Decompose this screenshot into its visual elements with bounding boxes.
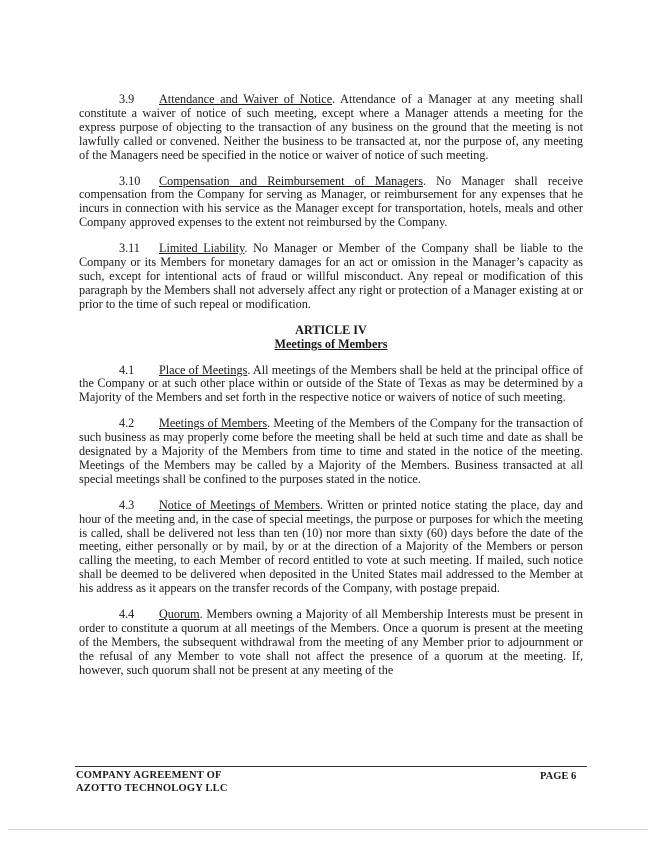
footer-divider: [75, 766, 587, 767]
page-number: PAGE 6: [540, 771, 577, 782]
footer-line-1: COMPANY AGREEMENT OF: [76, 770, 222, 781]
section-text: . All meetings of the Members shall be held at the principal office of the Company or at such other place within or outside of the State of Texas as may be determined by a Majority of the Members and set forth in the respective notice or waivers of notice of such meeting.: [79, 362, 584, 405]
section-title: Quorum: [159, 607, 200, 622]
section-text: . Members owning a Majority of all Membership Interests must be present in order to constitute a quorum at all meetings of the Members. Once a quorum is present at the meeting of the Members, the subsequent withdrawal from the meeting of any Member prior to adjournment or the refusal of any Member to vote shall not affect the presence of a quorum at the meeting. If, however, such quorum shall not be present at any meeting of the: [79, 607, 583, 677]
section-title: Place of Meetings: [159, 362, 248, 377]
section-3-9: [79, 93, 583, 163]
scan-edge-line: [8, 829, 648, 830]
article-label: ARTICLE IV: [295, 322, 367, 337]
section-number: 3.10: [119, 173, 141, 188]
section-title: Limited Liability: [159, 241, 245, 256]
section-text: . Meeting of the Members of the Company for the transaction of such business as may properly come before the meeting shall be held at such time and date as shall be designated by a Majority of the Members from time to time and stated in the notice of the meeting. Meetings of the Members may be called by a Majority of the Members. Business transacted at all special meetings shall be confined to the purposes stated in the notice.: [79, 416, 583, 486]
article-header: [79, 324, 583, 352]
section-title: Notice of Meetings of Members: [159, 497, 320, 512]
section-3-10: [79, 175, 583, 231]
section-text: . Written or printed notice stating the place, day and hour of the meeting and, in the case of special meetings, the purpose or purposes for which the meeting is called, shall be delivered not less than ten (10) nor more than sixty (60) days before the date of the meeting, either personally or by mail, by or at the direction of a Majority of the Members or person calling the meeting, to each Member of record entitled to vote at such meeting. If mailed, such notice shall be deemed to be delivered when deposited in the United States mail addressed to the Member at his address as it appears on the transfer records of the Company, with postage prepaid.: [79, 497, 583, 596]
section-text: . No Manager or Member of the Company shall be liable to the Company or its Members for monetary damages for an act or omission in the Manager’s capacity as such, except for intentional acts of fraud or willful misconduct. Any repeal or modification of this paragraph by the Members shall not adversely affect any right or protection of a Manager existing at or prior to the time of such repeal or modification.: [79, 241, 584, 311]
section-title: Attendance and Waiver of Notice: [159, 92, 333, 106]
footer-line-2: AZOTTO TECHNOLOGY LLC: [76, 782, 228, 794]
section-4-2: [79, 417, 583, 487]
section-title: Compensation and Reimbursement of Managers: [159, 173, 423, 188]
section-number: 4.3: [119, 497, 135, 512]
section-number: 4.2: [119, 416, 135, 431]
section-number: 3.11: [119, 241, 140, 256]
section-number: 3.9: [119, 92, 135, 106]
article-heading: Meetings of Members: [274, 336, 388, 351]
section-4-4: [79, 608, 583, 678]
document-body: [79, 93, 583, 690]
section-4-1: [79, 364, 583, 406]
section-3-11: [79, 242, 583, 312]
section-number: 4.1: [119, 362, 135, 377]
section-text: . Attendance of a Manager at any meeting shall constitute a waiver of notice of such meeting, except where a Manager attends a meeting for the express purpose of objecting to the transaction of any business on the ground that the meeting is not lawfully called or convened. Neither the business to be transacted at, nor the purpose of, any meeting of the Managers need be specified in the notice or waiver of notice of such meeting.: [79, 92, 583, 162]
section-4-3: [79, 499, 583, 596]
section-title: Meetings of Members: [159, 416, 268, 431]
section-number: 4.4: [119, 607, 135, 622]
section-text: . No Manager shall receive compensation from the Company for serving as Manager, or reimbursement for any expenses that he incurs in connection with his service as the Manager except for transportation, hotels, meals and other Company approved expenses to the extent not reimbursed by the Company.: [79, 173, 583, 230]
footer-company: [76, 770, 228, 795]
